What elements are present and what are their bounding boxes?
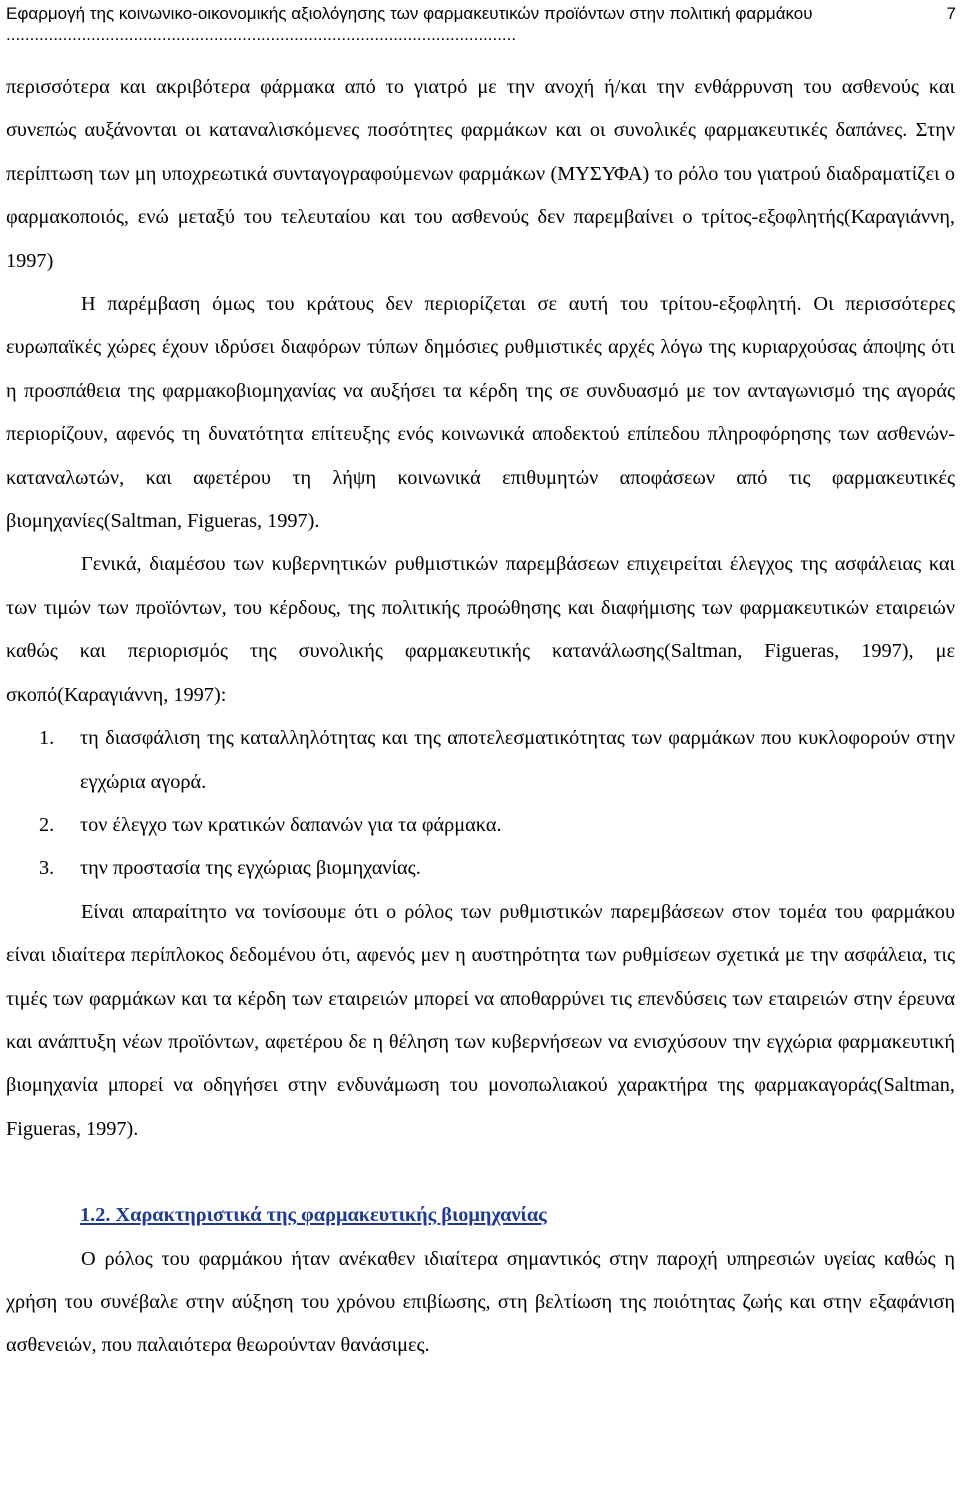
list-item-text: τη διασφάλιση της καταλληλότητας και της αποτελεσματικότητας των φαρμάκων που κυκλοφορούν στην εγχώρια αγορά. [80, 727, 955, 793]
section-heading: 1.2. Χαρακτηριστικά της φαρμακευτικής βιομηχανίας [80, 1204, 547, 1227]
list-item-number: 3. [39, 857, 55, 880]
list-item-text: την προστασία της εγχώριας βιομηχανίας. [80, 857, 421, 880]
aims-list [6, 717, 955, 891]
running-header [6, 3, 956, 45]
header-title: Εφαρμογή της κοινωνικο-οικονομικής αξιολόγησης των φαρμακευτικών προϊόντων στην πολιτική φαρμάκου ............................................................................................................ [6, 4, 813, 44]
list-item-number: 2. [39, 813, 55, 836]
document-body [6, 66, 955, 1368]
list-item-text: τον έλεγχο των κρατικών δαπανών για τα φάρμακα. [80, 813, 502, 836]
paragraph-regulation-complexity: Είναι απαραίτητο να τονίσουμε ότι ο ρόλος των ρυθμιστικών παρεμβάσεων στον τομέα του φαρμάκου είναι ιδιαίτερα περίπλοκος δεδομένου ότι, αφενός μεν η αυστηρότητα των ρυθμίσεων σχετικά με την ασφάλεια, τις τιμές των φαρμάκων και τα κέρδη των εταιρειών μπορεί να αποθαρρύνει τις επενδύσεις των εταιρειών στην έρευνα και ανάπτυξη νέων προϊόντων, αφετέρου δε η θέληση των κυβερνήσεων να ενισχύσουν την εγχώρια φαρμακευτική βιομηχανία μπορεί να οδηγήσει στην ενδυνάμωση του μονοπωλιακού χαρακτήρα της φαρμακαγοράς(Saltman, Figueras, 1997). [6, 900, 955, 1140]
list-item [6, 717, 955, 804]
list-item [6, 804, 955, 847]
paragraph-continued: περισσότερα και ακριβότερα φάρμακα από το γιατρό με την ανοχή ή/και την ενθάρρυνση του ασθενούς και συνεπώς αυξάνονται οι καταναλισκόμενες ποσότητες φαρμάκων και οι συνολικές φαρμακευτικές δαπάνες. Στην περίπτωση των μη υποχρεωτικά συνταγογραφούμενων φαρμάκων (ΜΥΣΥΦΑ) το ρόλο του γιατρού διαδραματίζει ο φαρμακοποιός, ενώ μεταξύ του τελευταίου και του ασθενούς δεν παρεμβαίνει ο τρίτος-εξοφλητής(Καραγιάννη, 1997) [6, 76, 955, 272]
page-number: 7 [946, 4, 956, 23]
list-item [6, 847, 955, 890]
paragraph-state-intervention: Η παρέμβαση όμως του κράτους δεν περιορίζεται σε αυτή του τρίτου-εξοφλητή. Οι περισσότερες ευρωπαϊκές χώρες έχουν ιδρύσει διαφόρων τύπων δημόσιες ρυθμιστικές αρχές λόγω της κυριαρχούσας άποψης ότι η προσπάθεια της φαρμακοβιομηχανίας να αυξήσει τα κέρδη της σε συνδυασμό με τον ανταγωνισμό της αγοράς περιορίζουν, αφενός τη δυνατότητα επίτευξης ενός κοινωνικά αποδεκτού επίπεδου πληροφόρησης των ασθενών-καταναλωτών, και αφετέρου τη λήψη κοινωνικά επιθυμητών αποφάσεων από τις φαρμακευτικές βιομηχανίες(Saltman, Figueras, 1997). [6, 293, 955, 533]
paragraph-section-intro: Ο ρόλος του φαρμάκου ήταν ανέκαθεν ιδιαίτερα σημαντικός στην παροχή υπηρεσιών υγείας καθώς η χρήση του συνέβαλε στην αύξηση του χρόνου επιβίωσης, στη βελτίωση της ποιότητας ζωής και στην εξαφάνιση ασθενειών, που παλαιότερα θεωρούνταν θανάσιμες. [6, 1247, 955, 1357]
paragraph-regulatory-aims: Γενικά, διαμέσου των κυβερνητικών ρυθμιστικών παρεμβάσεων επιχειρείται έλεγχος της ασφάλειας και των τιμών των προϊόντων, του κέρδους, της πολιτικής προώθησης και διαφήμισης των φαρμακευτικών εταιρειών καθώς και περιορισμός της συνολικής φαρμακευτικής κατανάλωσης(Saltman, Figueras, 1997), με σκοπό(Καραγιάννη, 1997): [6, 553, 955, 706]
list-item-number: 1. [39, 727, 55, 750]
